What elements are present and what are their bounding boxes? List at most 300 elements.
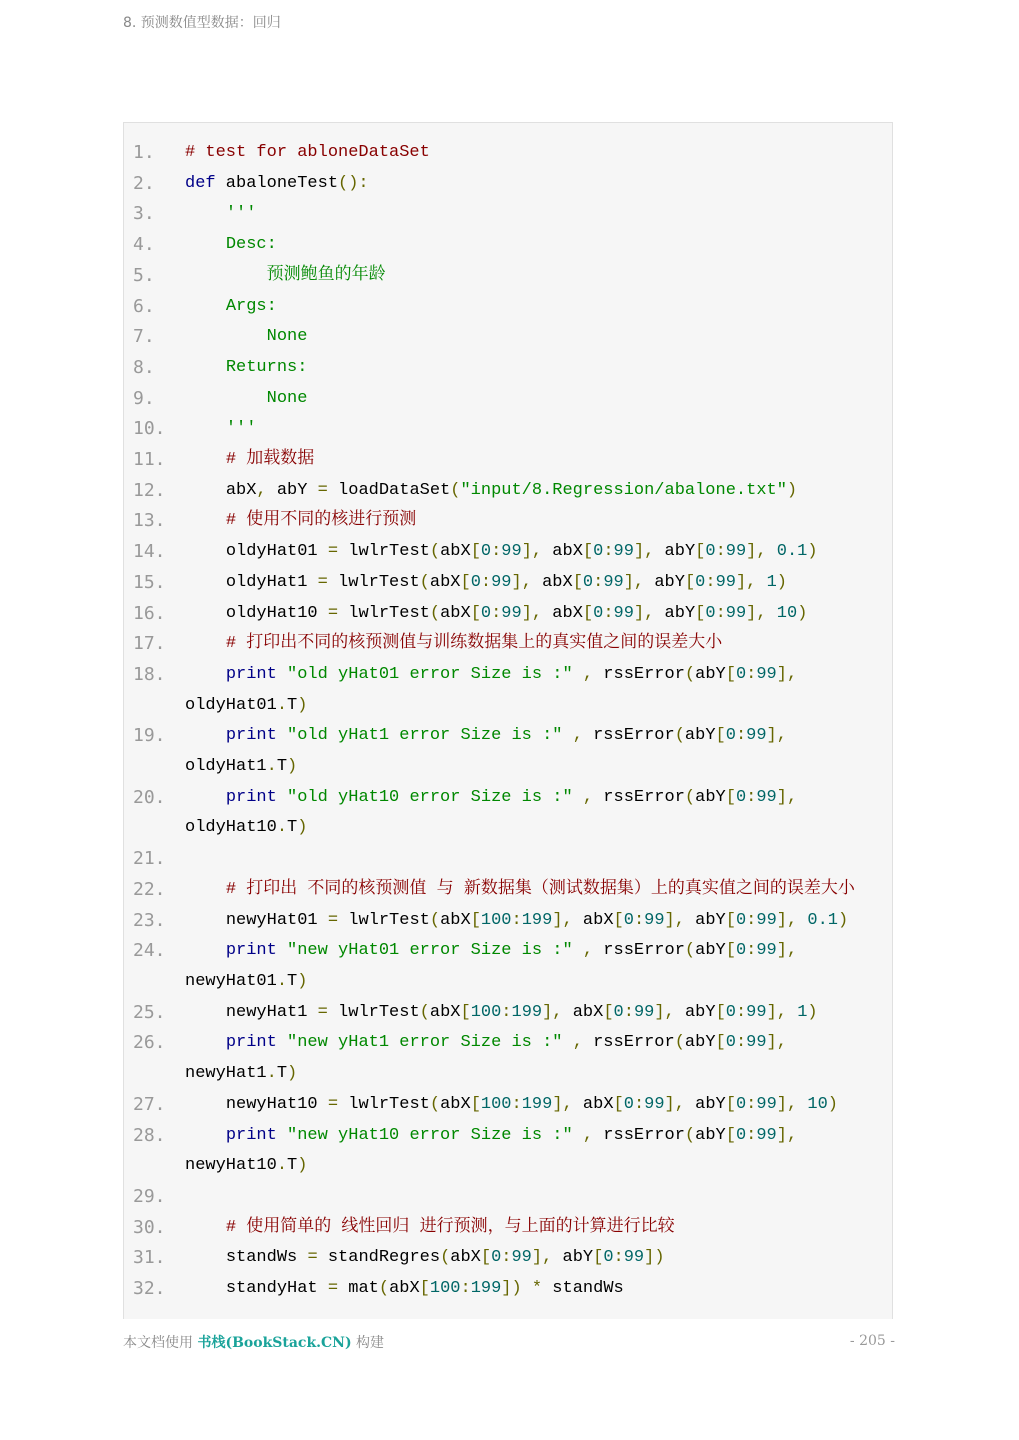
code-token: abY <box>684 910 726 930</box>
code-token: ( <box>684 664 696 684</box>
code-token: ) <box>786 480 798 500</box>
code-token: abY <box>674 1002 716 1022</box>
code-token: "old yHat01 error Size is :" <box>287 664 573 684</box>
code-line <box>124 322 892 353</box>
code-token: ], <box>766 1002 787 1022</box>
code-token: ], <box>633 542 655 562</box>
code-token: ], <box>746 542 767 562</box>
code-line <box>124 1028 892 1089</box>
code-token: ], <box>664 1094 685 1114</box>
code-line <box>124 844 892 875</box>
code-token: 99 <box>613 542 634 562</box>
code-token: ) <box>297 971 308 991</box>
code-token: ], <box>654 1002 675 1022</box>
code-text <box>185 414 892 445</box>
code-line <box>124 537 892 568</box>
code-token: : <box>746 910 757 930</box>
chapter-header: 8. 预测数值型数据：回归 <box>123 15 281 31</box>
code-token: "input/8.Regression/abalone.txt" <box>460 480 787 500</box>
code-token: 99 <box>511 1248 532 1268</box>
code-text <box>185 199 892 230</box>
code-token <box>787 1003 797 1022</box>
code-token: = <box>327 910 339 930</box>
code-token: # 加载数据 <box>185 450 315 470</box>
code-token: ( <box>378 1279 390 1299</box>
code-token: . <box>276 1156 288 1176</box>
code-token: "new yHat10 error Size is :" <box>287 1125 573 1145</box>
code-text <box>185 384 892 415</box>
code-token: ( <box>684 941 696 961</box>
code-token: [ <box>695 603 706 623</box>
code-text <box>185 1274 892 1305</box>
code-token: ], <box>766 726 787 746</box>
code-token: ( <box>684 1125 696 1145</box>
code-token: "new yHat01 error Size is :" <box>287 941 573 961</box>
code-token: abX <box>185 480 257 500</box>
code-line <box>124 660 892 721</box>
code-token: 99 <box>746 1002 767 1022</box>
code-token: 0 <box>623 910 634 930</box>
code-token: ]) <box>644 1248 665 1268</box>
code-line <box>124 292 892 323</box>
code-token <box>277 665 287 684</box>
code-lines <box>124 138 892 1305</box>
code-token: , <box>572 726 583 746</box>
code-token: 99 <box>644 1094 665 1114</box>
code-token: abX <box>440 1094 471 1114</box>
line-number: 25. <box>133 1001 166 1023</box>
code-token: 1 <box>766 572 777 592</box>
code-token: abX <box>542 542 583 562</box>
code-token: ( <box>429 542 441 562</box>
line-number: 24. <box>133 940 166 962</box>
code-token: [ <box>725 941 736 961</box>
code-token: print <box>185 787 277 807</box>
code-token: : <box>746 664 757 684</box>
code-token: [ <box>470 910 481 930</box>
code-token: 99 <box>756 910 777 930</box>
code-token: abY <box>695 664 726 684</box>
line-number: 14. <box>133 541 166 563</box>
line-number: 11. <box>133 449 166 471</box>
code-token <box>277 788 287 807</box>
code-text <box>185 230 892 261</box>
code-token: ], <box>552 1094 573 1114</box>
code-token: = <box>317 1002 328 1022</box>
code-token: abX <box>562 1002 604 1022</box>
code-token: abY <box>684 726 716 746</box>
line-number: 1. <box>133 142 155 163</box>
code-token: abY <box>695 941 726 961</box>
line-number: 9. <box>133 387 155 409</box>
code-token: [ <box>725 1125 736 1145</box>
code-token: 99 <box>746 726 767 746</box>
code-token: 预测鲍鱼的年龄 <box>185 265 386 285</box>
code-token: 99 <box>756 664 777 684</box>
code-token: 0 <box>735 1094 747 1114</box>
code-token: 99 <box>613 603 634 623</box>
code-text <box>185 445 892 476</box>
line-number: 12. <box>133 479 166 501</box>
code-text <box>185 169 892 200</box>
code-token: . <box>276 818 288 838</box>
code-token: [ <box>460 572 471 592</box>
footer-brand-link[interactable]: 书栈(BookStack.CN) <box>197 1335 352 1351</box>
code-token <box>767 604 777 623</box>
code-token: : <box>715 603 726 623</box>
code-line <box>124 1274 892 1305</box>
code-line <box>124 476 892 507</box>
code-line <box>124 721 892 782</box>
code-token: ], <box>766 1033 787 1053</box>
code-token: T <box>276 757 288 777</box>
code-token: [ <box>460 1002 471 1022</box>
code-token: lwlrTest <box>338 1094 430 1114</box>
code-token: 199 <box>521 1094 553 1114</box>
code-token: : <box>501 1248 512 1268</box>
code-token: 99 <box>491 572 512 592</box>
code-token: abY <box>654 542 696 562</box>
line-number: 16. <box>133 602 166 624</box>
code-token: 0 <box>613 1002 624 1022</box>
code-token: [ <box>715 726 726 746</box>
line-number: 6. <box>133 295 155 317</box>
code-token: rssError <box>593 941 685 961</box>
code-token: rssError <box>582 1033 675 1053</box>
code-token: 99 <box>633 1002 655 1022</box>
code-line <box>124 261 892 292</box>
code-token: T <box>287 971 298 991</box>
code-text <box>185 353 892 384</box>
line-number: 28. <box>133 1124 166 1146</box>
code-token <box>573 1126 583 1145</box>
code-text <box>185 936 892 997</box>
code-token <box>767 542 777 561</box>
code-token <box>562 1033 572 1052</box>
code-token: lwlrTest <box>338 910 430 930</box>
code-line <box>124 906 892 937</box>
code-token: ) <box>797 603 808 623</box>
code-token: [ <box>603 1002 614 1022</box>
code-line <box>124 353 892 384</box>
code-token: ], <box>735 572 757 592</box>
code-token: 0 <box>470 572 481 592</box>
code-token: 99 <box>623 1248 645 1268</box>
code-token <box>573 788 583 807</box>
code-token: Args: <box>185 296 277 316</box>
code-token: : <box>735 726 747 746</box>
code-token: . <box>276 695 288 715</box>
code-token: 1 <box>797 1002 808 1022</box>
code-token: : <box>501 1002 512 1022</box>
code-token: [ <box>582 542 594 562</box>
code-line <box>124 568 892 599</box>
code-token: print <box>185 941 277 961</box>
code-token: abaloneTest <box>215 173 339 193</box>
code-token: 100 <box>480 910 512 930</box>
line-number: 20. <box>133 786 166 808</box>
code-line <box>124 230 892 261</box>
code-token: ], <box>776 1094 798 1114</box>
code-token: None <box>185 388 308 408</box>
code-token: 99 <box>756 1094 777 1114</box>
code-token: oldyHat01 <box>185 542 328 562</box>
code-token: oldyHat10 <box>185 603 328 623</box>
code-token: ], <box>776 910 798 930</box>
code-text <box>185 844 892 875</box>
code-line <box>124 1243 892 1274</box>
code-token: abY <box>552 1248 594 1268</box>
code-token: standyHat <box>185 1279 328 1299</box>
code-token: # 打印出 不同的核预测值 与 新数据集（测试数据集）上的真实值之间的误差大小 <box>185 879 855 899</box>
code-token: Returns: <box>185 357 308 377</box>
code-text <box>185 906 892 937</box>
code-token: = <box>317 572 328 592</box>
line-number: 26. <box>133 1032 166 1054</box>
code-token: . <box>276 971 288 991</box>
code-token: lwlrTest <box>338 542 430 562</box>
code-token: abX <box>450 1248 481 1268</box>
code-token: 0 <box>593 603 604 623</box>
code-token: oldyHat01 <box>185 664 808 715</box>
line-number: 7. <box>133 326 155 348</box>
code-token: ) <box>827 1094 838 1114</box>
code-token: [ <box>613 1094 624 1114</box>
code-token: [ <box>582 603 594 623</box>
code-token: 0 <box>725 726 736 746</box>
code-text <box>185 261 892 292</box>
code-token: : <box>623 1002 634 1022</box>
code-token: standWs <box>542 1279 624 1299</box>
code-token: 99 <box>603 572 624 592</box>
code-token: = <box>327 1094 339 1114</box>
code-token: ], <box>746 603 767 623</box>
code-token <box>573 941 583 960</box>
code-text <box>185 1213 892 1244</box>
code-token: : <box>613 1248 624 1268</box>
code-text <box>185 721 892 782</box>
code-line <box>124 998 892 1029</box>
code-token: ( <box>674 1033 685 1053</box>
code-token: ], <box>521 603 543 623</box>
line-number: 32. <box>133 1278 166 1300</box>
code-token: : <box>593 572 604 592</box>
code-token: : <box>603 542 614 562</box>
code-token: newyHat10 <box>185 1094 328 1114</box>
code-token: [ <box>480 1248 492 1268</box>
code-line <box>124 1090 892 1121</box>
code-token: ], <box>776 787 798 807</box>
code-text <box>185 568 892 599</box>
code-text <box>185 660 892 721</box>
line-number: 8. <box>133 356 155 378</box>
code-token: oldyHat1 <box>185 572 318 592</box>
code-text <box>185 476 892 507</box>
code-token: : <box>735 1002 747 1022</box>
code-token: , <box>582 941 594 961</box>
code-token: ) <box>807 542 818 562</box>
code-token <box>277 1126 287 1145</box>
code-token: ) <box>297 695 308 715</box>
code-token: def <box>185 173 216 193</box>
code-token <box>797 911 807 930</box>
code-text <box>185 875 892 906</box>
code-token: [ <box>725 787 736 807</box>
code-token: abY <box>695 1125 726 1145</box>
code-token: abX <box>572 1094 614 1114</box>
code-text <box>185 783 892 844</box>
code-token: 99 <box>756 787 777 807</box>
code-token: abX <box>542 603 583 623</box>
code-token: oldyHat10 <box>185 787 808 838</box>
code-token: [ <box>725 664 736 684</box>
code-token: 99 <box>756 1125 777 1145</box>
code-token: ], <box>776 1125 798 1145</box>
line-number: 23. <box>133 909 166 931</box>
code-token: 0 <box>480 603 492 623</box>
code-token: abY <box>695 787 726 807</box>
code-token: ( <box>419 1002 430 1022</box>
code-token: rssError <box>593 1125 685 1145</box>
code-token: 0 <box>480 542 492 562</box>
line-number: 19. <box>133 725 166 747</box>
code-token: 0 <box>593 542 604 562</box>
code-token: standWs <box>185 1248 308 1268</box>
code-line <box>124 506 892 537</box>
code-token: lwlrTest <box>338 603 430 623</box>
code-line <box>124 445 892 476</box>
code-token: ( <box>429 1094 441 1114</box>
code-token: 0 <box>695 572 706 592</box>
footer-suffix: 构建 <box>351 1335 385 1351</box>
code-token: = <box>327 603 339 623</box>
code-line <box>124 199 892 230</box>
line-number: 10. <box>133 418 166 440</box>
code-token: ( <box>450 480 461 500</box>
code-token: # 使用简单的 线性回归 进行预测，与上面的计算进行比较 <box>185 1217 675 1237</box>
line-number: 29. <box>133 1185 166 1207</box>
code-token: ], <box>623 572 645 592</box>
code-text <box>185 1121 892 1182</box>
code-line <box>124 875 892 906</box>
code-text <box>185 292 892 323</box>
code-token: ( <box>419 572 430 592</box>
code-token: rssError <box>593 664 685 684</box>
code-token: 0 <box>705 603 716 623</box>
code-token: , <box>256 480 267 500</box>
code-token: T <box>287 1156 298 1176</box>
code-token: 99 <box>715 572 736 592</box>
code-token <box>756 573 766 592</box>
code-token: abX <box>440 603 471 623</box>
line-number: 31. <box>133 1247 166 1269</box>
code-token <box>562 726 572 745</box>
code-token: [ <box>613 910 624 930</box>
code-line <box>124 783 892 844</box>
code-token: T <box>276 1064 288 1084</box>
code-token: ], <box>542 1002 563 1022</box>
code-token: : <box>705 572 716 592</box>
code-token: 0 <box>735 1125 747 1145</box>
code-token: , <box>582 1125 594 1145</box>
code-token: : <box>633 1094 645 1114</box>
code-token: abX <box>429 1002 461 1022</box>
code-token <box>277 726 287 745</box>
code-line <box>124 1121 892 1182</box>
code-token: 0.1 <box>776 542 808 562</box>
code-token: [ <box>715 1002 726 1022</box>
code-token: mat <box>338 1279 379 1299</box>
code-token: : <box>511 910 522 930</box>
code-token: abY <box>266 480 318 500</box>
code-token: : <box>633 910 645 930</box>
code-token: rssError <box>582 726 675 746</box>
line-number: 13. <box>133 510 166 532</box>
code-line <box>124 414 892 445</box>
code-token: print <box>185 664 277 684</box>
code-token: "old yHat10 error Size is :" <box>287 787 573 807</box>
code-text <box>185 1090 892 1121</box>
code-token: 10 <box>776 603 798 623</box>
code-token: # 使用不同的核进行预测 <box>185 511 417 531</box>
code-token: abX <box>440 910 471 930</box>
code-token: 0 <box>735 910 747 930</box>
code-text <box>185 1182 892 1213</box>
code-block <box>123 122 893 1319</box>
code-token: 0.1 <box>807 910 838 930</box>
code-token: [ <box>470 1094 481 1114</box>
code-token: : <box>603 603 614 623</box>
code-token: lwlrTest <box>327 1002 420 1022</box>
code-token: abX <box>531 572 573 592</box>
code-token: 99 <box>725 603 747 623</box>
code-text <box>185 1243 892 1274</box>
code-token: ]) <box>501 1279 522 1299</box>
code-token: # 打印出不同的核预测值与训练数据集上的真实值之间的误差大小 <box>185 634 723 654</box>
code-token: ( <box>429 603 441 623</box>
code-token: lwlrTest <box>327 572 420 592</box>
code-token: ) <box>287 1064 298 1084</box>
code-token: ( <box>440 1248 451 1268</box>
code-token: newyHat10 <box>185 1125 808 1176</box>
code-token: , <box>572 1033 583 1053</box>
code-token: 0 <box>735 941 747 961</box>
line-number: 22. <box>133 878 166 900</box>
code-token: = <box>327 1279 339 1299</box>
line-number: 5. <box>133 264 155 286</box>
code-token: 99 <box>501 603 522 623</box>
code-token: [ <box>419 1279 430 1299</box>
line-number: 2. <box>133 172 155 194</box>
code-token: abX <box>389 1279 420 1299</box>
code-token: 199 <box>511 1002 543 1022</box>
code-token: 100 <box>480 1094 512 1114</box>
code-token: 0 <box>582 572 594 592</box>
code-token: abX <box>572 910 614 930</box>
code-token: [ <box>695 542 706 562</box>
code-token: ) <box>297 818 308 838</box>
code-token: ], <box>776 664 798 684</box>
code-token: rssError <box>593 787 685 807</box>
code-token: 0 <box>705 542 716 562</box>
line-number: 3. <box>133 203 155 225</box>
code-token: newyHat01 <box>185 941 808 991</box>
code-token: ) <box>287 757 298 777</box>
code-token: 0 <box>725 1033 736 1053</box>
code-token: [ <box>593 1248 604 1268</box>
code-token: [ <box>572 572 583 592</box>
code-token: : <box>746 1094 757 1114</box>
